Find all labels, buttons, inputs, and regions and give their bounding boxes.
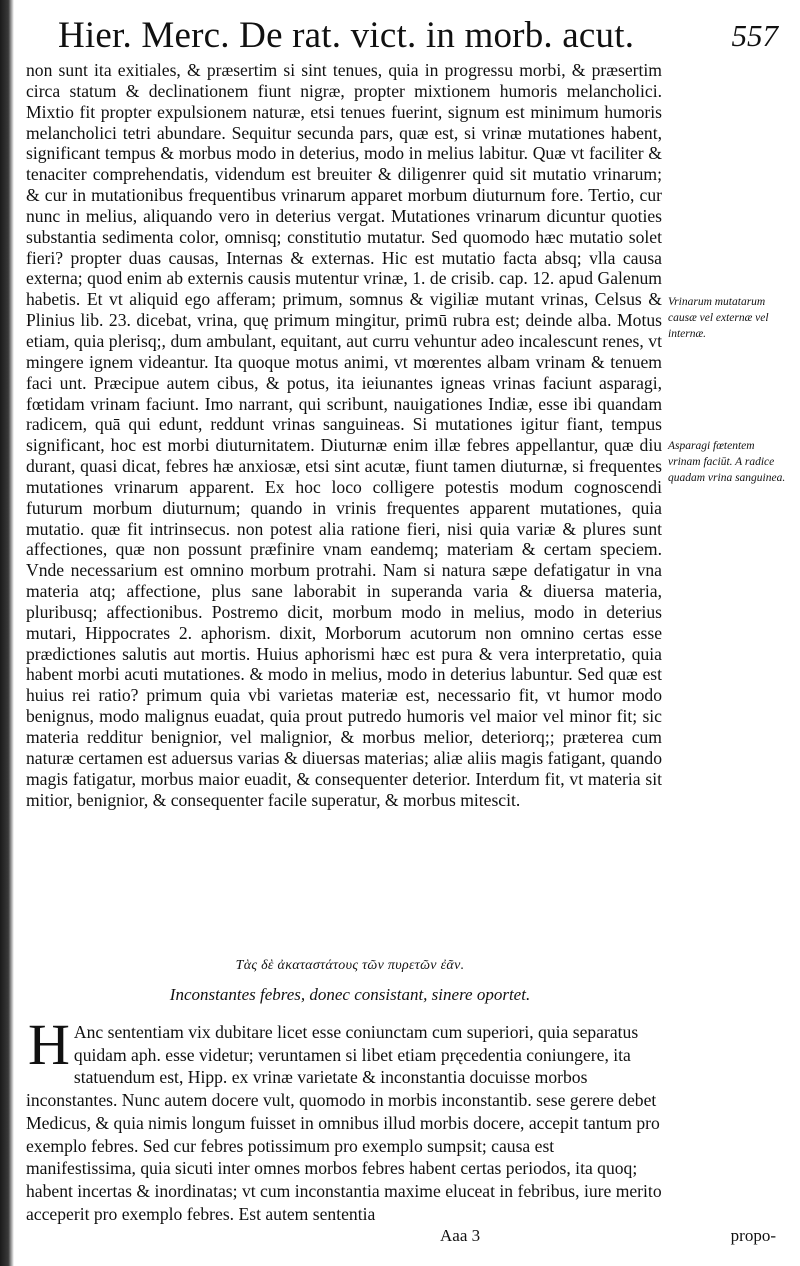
running-title: Hier. Merc. De rat. vict. in morb. acut. (58, 15, 635, 56)
binding-shadow (0, 0, 14, 1266)
margin-note-asparagus: Asparagi fœtentem vrinam faciūt. A radice quadam vrina sanguinea. (668, 440, 786, 484)
page-number: 557 (731, 18, 778, 53)
greek-aphorism: Τὰς δὲ ἀκαταστάτους τῶν πυρετῶν ἐᾶν. (235, 958, 465, 973)
margin-note-urine-causes: Vrinarum mutatarum causæ vel externæ vel internæ. (668, 296, 769, 340)
catchword: propo- (730, 1226, 776, 1245)
commentary-text: Anc sententiam vix dubitare licet esse coniunctam cum superiori, quia separatus quidam aph. esse videtur; veruntamen si libet etiam pręcedentia coniungere, ita statuendum est, Hipp. ex vrinæ varietate & inconstantia docuisse morbos inconstantes. Nunc autem docere vult, quomodo in morbis inconstantib. sese gerere debet Medicus, & quia nimis longum fuisset in omnibus illud morbis docere, accepit tantum pro exemplo febres. Sed cur febres potissimum pro exemplo sumpsit; causa est manifestissima, quia sicuti inter omnes morbos febres habent certas periodos, ita quoq; habent incertas & inordinatas; vt cum inconstantia maxime eluceat in febribus, iure merito acceperit pro exemplo febres. Est autem sententia (26, 1022, 662, 1224)
page-footer (420, 1226, 776, 1250)
main-text-block: non sunt ita exitiales, & præsertim si sint tenues, quia in progressu morbi, & præsertim circa statum & declinationem fiunt nigræ, propter mixtionem humoris melancholici. Mixtio fit propter expulsionem naturæ, etsi tenues fuerint, signum est minimum humoris melancholici tetri abundare. Sequitur secunda pars, quæ est, si vrinæ mutationes habent, significant tempus & morbus modo in deterius, modo in melius labitur. Quæ vt faciliter & tenaciter comprehendatis, videndum est breuiter & diligenrer quid sit mutatio vrinarum; & cur in mutationibus frequentibus vrinarum apparet morbum diuturnum fore. Tertio, cur nunc in melius, aliquando vero in deterius vergat. Mutationes vrinarum dicuntur quoties substantia sedimenta color, omnisq; constitutio mutatur. Sed quomodo hæc mutatio solet fieri? propter duas causas, Internas & externas. Hic est mutatio facta absq; vlla causa externa; quod enim ab externis causis mutentur vrinæ, 1. de crisib. cap. 12. apud Galenum habetis. Et vt aliquid ego afferam; primum, somnus & vigiliæ mutant vrinas, Celsus & Plinius lib. 23. dicebat, vrina, quę primum mingitur, primū rubra est; deinde alba. Motus etiam, quia plerisq;, dum ambulant, equitant, aut curru vehuntur adeo incalescunt renes, vt mingere ignem videantur. Ita quoque motus animi, vt mœrentes albam vrinam & tenuem faci unt. Præcipue autem cibus, & potus, ita ieiunantes igneas vrinas faciunt asparagi, fœtidam vrinam faciunt. Imo narrant, qui scribunt, nauigationes Indiæ, esse ibi quandam radicem, quā qui edunt, reddunt vrinas sanguineas. Si mutationes igitur fiant, tempus significant, hoc est morbi diuturnitatem. Diuturnæ enim illæ febres appellantur, quæ diu durant, quasi dicat, febres hæ anxiosæ, etsi sint acutæ, fiunt tamen diuturnæ, si frequentes mutationes vrinarum apparent. Ex hoc loco colligere potestis modum cognoscendi futurum morbum diuturnum; quando in vrinis frequentes apparent mutationes, quia mutatio. quæ fit intrinsecus. non potest alia ratione fieri, nisi quia variæ & plures sunt affectiones, quæ non possunt præfinire vnam eandemq; materiam & certam speciem. Vnde necessarium est omnino morbum protrahi. Nam si natura sæpe defatigatur in vna materia atq; affectione, plus sane laborabit in superanda varia & diuersa materia, pluribusq; affectionibus. Postremo dicit, morbum modo in melius, modo in deterius mutari, Hippocrates 2. aphorism. dixit, Morborum acutorum non omnino certas esse prædictiones salutis aut mortis. Huius aphorismi hæc est pura & vera interpretatio, quia habent morbi acuti mutationes. & modo in melius, modo in deterius labuntur. Sed quæ est huius rei ratio? primum quia vbi varietas materiæ est, necessario fit, vt humor modo benignus, modo malignus euadat, quia prout putredo humoris vel maior vel minor fit; sic materia redditur benignior, vel malignior, & morbus melior, deteriorq;; præterea cum naturæ certamen est aduersus varias & diuersas materias; aliæ aliis magis fatigant, quando magis fatigatur, morbus maior euadit, & consequenter deterior. Interdum fit, vt materia sit mitior, benignior, & consequenter facile superatur, & morbus mitescit. (26, 60, 662, 810)
page-header (58, 14, 778, 66)
commentary-block (26, 1012, 666, 1225)
drop-cap: H (28, 1012, 70, 1077)
signature-mark: Aaa 3 (440, 1226, 481, 1245)
latin-lemma: Inconstantes febres, donec consistant, sinere oportet. (169, 985, 531, 1004)
